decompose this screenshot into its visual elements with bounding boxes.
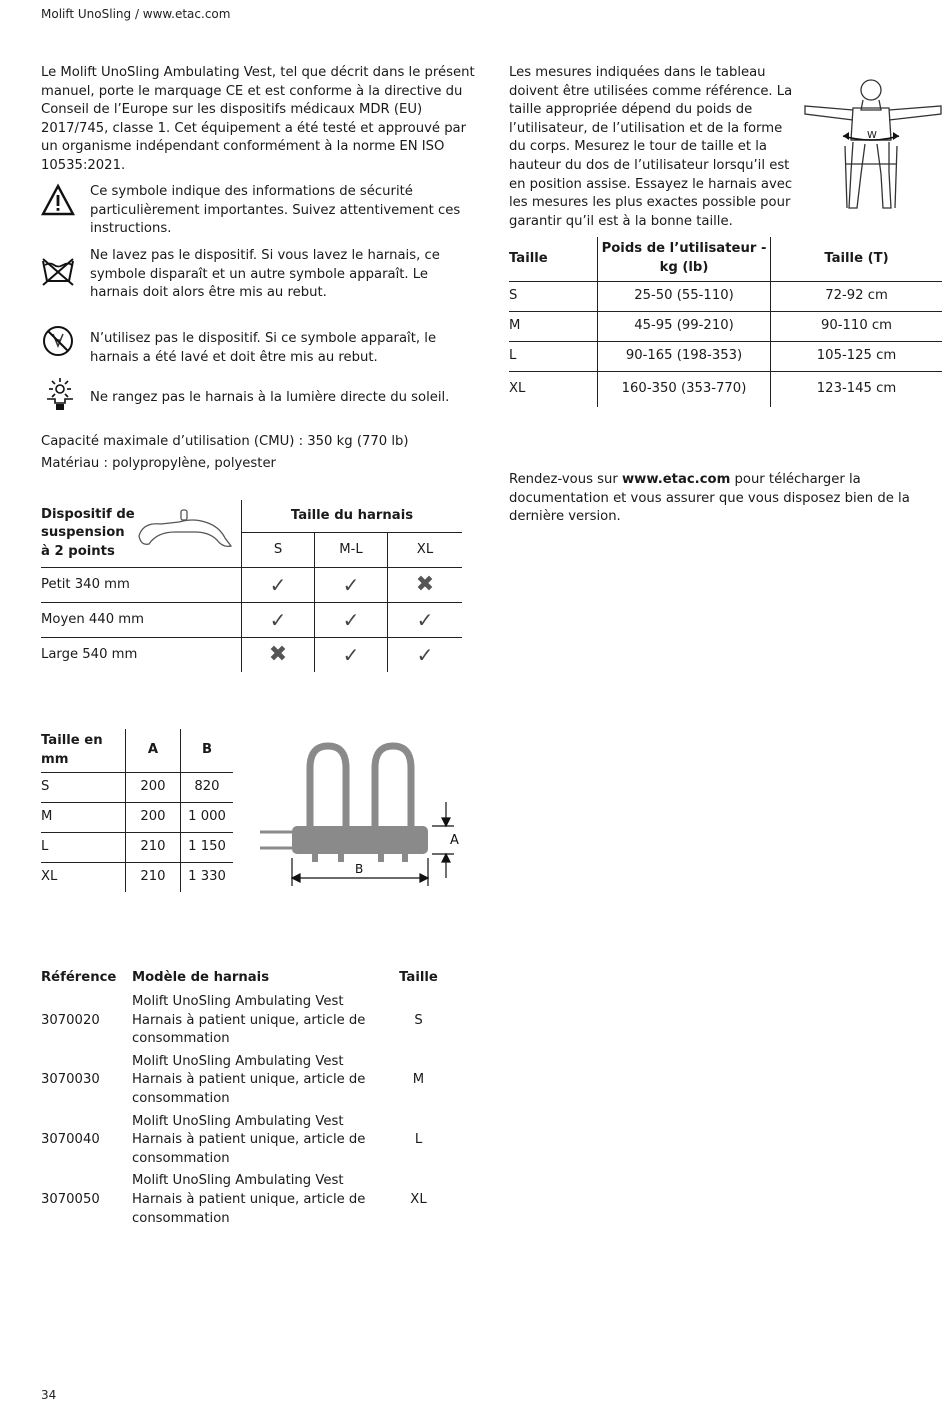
table-row: [41, 803, 233, 833]
dims-header-row: [41, 729, 233, 773]
ref-size: S: [414, 1012, 423, 1028]
download-note: [509, 471, 929, 527]
do-not-wash-icon: [41, 253, 75, 287]
table-cell: L: [41, 833, 126, 863]
dim-label-a: A: [450, 833, 459, 848]
ref-size: XL: [410, 1191, 427, 1207]
table-cell: S: [41, 773, 126, 803]
ref-model: Molift UnoSling Ambulating Vest Harnais à patient unique, article de consommation: [132, 994, 366, 1047]
seated-person-figure: [803, 76, 943, 214]
table-row: [41, 603, 462, 638]
table-cell: 1 000: [181, 803, 234, 833]
table-cell: 72-92 cm: [771, 282, 943, 312]
symbol-text-no-wash: Ne lavez pas le dispositif. Si vous lavez le harnais, ce symbole disparaît et un autre symbole apparaît. Le harnais doit alors être mis au rebut.: [90, 248, 440, 301]
table-row: [41, 638, 462, 673]
capacity-text: Capacité maximale d’utilisation (CMU) : 350 kg (770 lb): [41, 434, 409, 449]
ref-header-size: Taille: [399, 969, 438, 985]
compat-header-row: [41, 500, 462, 533]
ref-header-model: Modèle de harnais: [132, 969, 270, 985]
compat-size-s: S: [242, 533, 315, 568]
table-cell: 45-95 (99-210): [598, 312, 771, 342]
table-row: [41, 1170, 461, 1230]
dims-header-size: Taille en mm: [41, 729, 126, 773]
reference-header-row: [41, 965, 461, 991]
cross-icon: ✖: [242, 638, 315, 673]
ref-number: 3070030: [41, 1072, 100, 1088]
ref-header-reference: Référence: [41, 969, 117, 985]
compat-row-label: Petit 340 mm: [41, 568, 242, 603]
size-header-t: Taille (T): [771, 237, 943, 282]
dims-table: [41, 729, 233, 892]
check-icon: ✓: [388, 603, 463, 638]
ref-number: 3070020: [41, 1012, 100, 1028]
check-icon: ✓: [242, 568, 315, 603]
measure-paragraph: Les mesures indiquées dans le tableau doivent être utilisées comme référence. La taille appropriée dépend du poids de l’utilisateur, de l’utilisation et de la forme du corps. Mesurez le tour de taille et la hauteur du dos de l’utilisateur lorsqu’il est en position assise. Essayez le harnais avec les mesures les plus exactes possible pour garantir qu’il est à la bonne taille.: [509, 65, 793, 229]
table-cell: XL: [509, 381, 526, 397]
ref-number: 3070050: [41, 1191, 100, 1207]
table-cell: 90-110 cm: [771, 312, 943, 342]
table-cell: 160-350 (353-770): [598, 372, 771, 408]
table-cell: M: [509, 312, 598, 342]
check-icon: ✓: [315, 603, 388, 638]
compat-size-ml: M-L: [315, 533, 388, 568]
symbol-text-sunlight: Ne rangez pas le harnais à la lumière directe du soleil.: [90, 390, 450, 405]
table-row: [509, 312, 942, 342]
table-cell: M: [41, 803, 126, 833]
compat-row-label: Moyen 440 mm: [41, 603, 242, 638]
spreader-bar-icon: [135, 508, 237, 550]
table-row: [41, 773, 233, 803]
size-table-header: [509, 237, 942, 282]
compat-title-cell: [41, 500, 242, 568]
download-prefix: Rendez-vous sur: [509, 472, 622, 487]
symbol-text-no-use: N’utilisez pas le dispositif. Si ce symbole apparaît, le harnais a été lavé et doit être mis au rebut.: [90, 331, 437, 365]
table-row: [41, 568, 462, 603]
etac-link[interactable]: www.etac.com: [622, 472, 731, 487]
table-cell: 200: [126, 773, 181, 803]
compat-size-xl: XL: [388, 533, 463, 568]
warning-triangle-icon: [41, 183, 75, 217]
table-cell: 90-165 (198-353): [598, 342, 771, 372]
figure-label-w: W: [867, 130, 877, 141]
table-cell: 200: [126, 803, 181, 833]
ref-size: L: [414, 1132, 423, 1148]
page-header: Molift UnoSling / www.etac.com: [41, 7, 231, 21]
table-cell: 1 150: [181, 833, 234, 863]
check-icon: ✓: [315, 638, 388, 673]
size-header-size: Taille: [509, 237, 598, 282]
table-cell: 210: [126, 863, 181, 893]
table-row: [41, 1051, 461, 1111]
ref-number: 3070040: [41, 1132, 100, 1148]
ref-size: M: [412, 1072, 425, 1088]
table-cell: L: [509, 342, 598, 372]
keep-away-sunlight-icon: [43, 377, 77, 411]
table-row: [41, 1111, 461, 1171]
cross-icon: ✖: [388, 568, 463, 603]
dims-header-a: A: [126, 729, 181, 773]
size-header-weight: Poids de l’utilisateur - kg (lb): [598, 237, 771, 282]
table-cell: 1 330: [188, 869, 226, 885]
download-suffix: pour télécharger la documentation et vous assurer que vous disposez bien de la dernière version.: [509, 472, 910, 525]
table-cell: 105-125 cm: [771, 342, 943, 372]
page-number: 34: [41, 1388, 57, 1402]
compat-group-header: Taille du harnais: [242, 500, 463, 533]
table-cell: 820: [181, 773, 234, 803]
symbol-text-warning: Ce symbole indique des informations de sécurité particulièrement importantes. Suivez attentivement ces instructions.: [90, 184, 461, 237]
check-icon: ✓: [388, 638, 463, 673]
intro-paragraph: Le Molift UnoSling Ambulating Vest, tel que décrit dans le présent manuel, porte le marquage CE et est conforme à la directive du Conseil de l’Europe sur les dispositifs médicaux MDR (EU) 2017/745, classe 1. Cet équipement a été testé et approuvé par un organisme indépendant conformément à la norme EN ISO 10535:2021.: [41, 65, 475, 173]
table-cell: XL: [41, 869, 58, 885]
dim-label-b: B: [355, 862, 364, 876]
table-cell: 123-145 cm: [816, 381, 897, 397]
ref-model: Molift UnoSling Ambulating Vest Harnais à patient unique, article de consommation: [132, 1113, 366, 1166]
table-row: [509, 372, 942, 408]
table-row: [41, 833, 233, 863]
check-icon: ✓: [315, 568, 388, 603]
ref-model: Molift UnoSling Ambulating Vest Harnais à patient unique, article de consommation: [132, 1173, 366, 1226]
compat-table: [41, 500, 462, 672]
compat-row-label: Large 540 mm: [41, 646, 138, 662]
table-cell: 210: [126, 833, 181, 863]
ref-model: Molift UnoSling Ambulating Vest Harnais à patient unique, article de consommation: [132, 1053, 366, 1106]
spreader-dimension-figure: [258, 740, 468, 890]
check-icon: ✓: [242, 603, 315, 638]
reference-table: [41, 965, 461, 1230]
table-row: [41, 863, 233, 893]
material-text: Matériau : polypropylène, polyester: [41, 456, 276, 471]
table-row: [41, 991, 461, 1051]
dims-header-b: B: [181, 729, 234, 773]
table-cell: 25-50 (55-110): [598, 282, 771, 312]
do-not-use-icon: [41, 324, 75, 358]
compat-title: Dispositif de suspension à 2 points: [41, 506, 135, 559]
table-cell: S: [509, 282, 598, 312]
table-row: [509, 282, 942, 312]
table-row: [509, 342, 942, 372]
size-table: [509, 237, 942, 407]
